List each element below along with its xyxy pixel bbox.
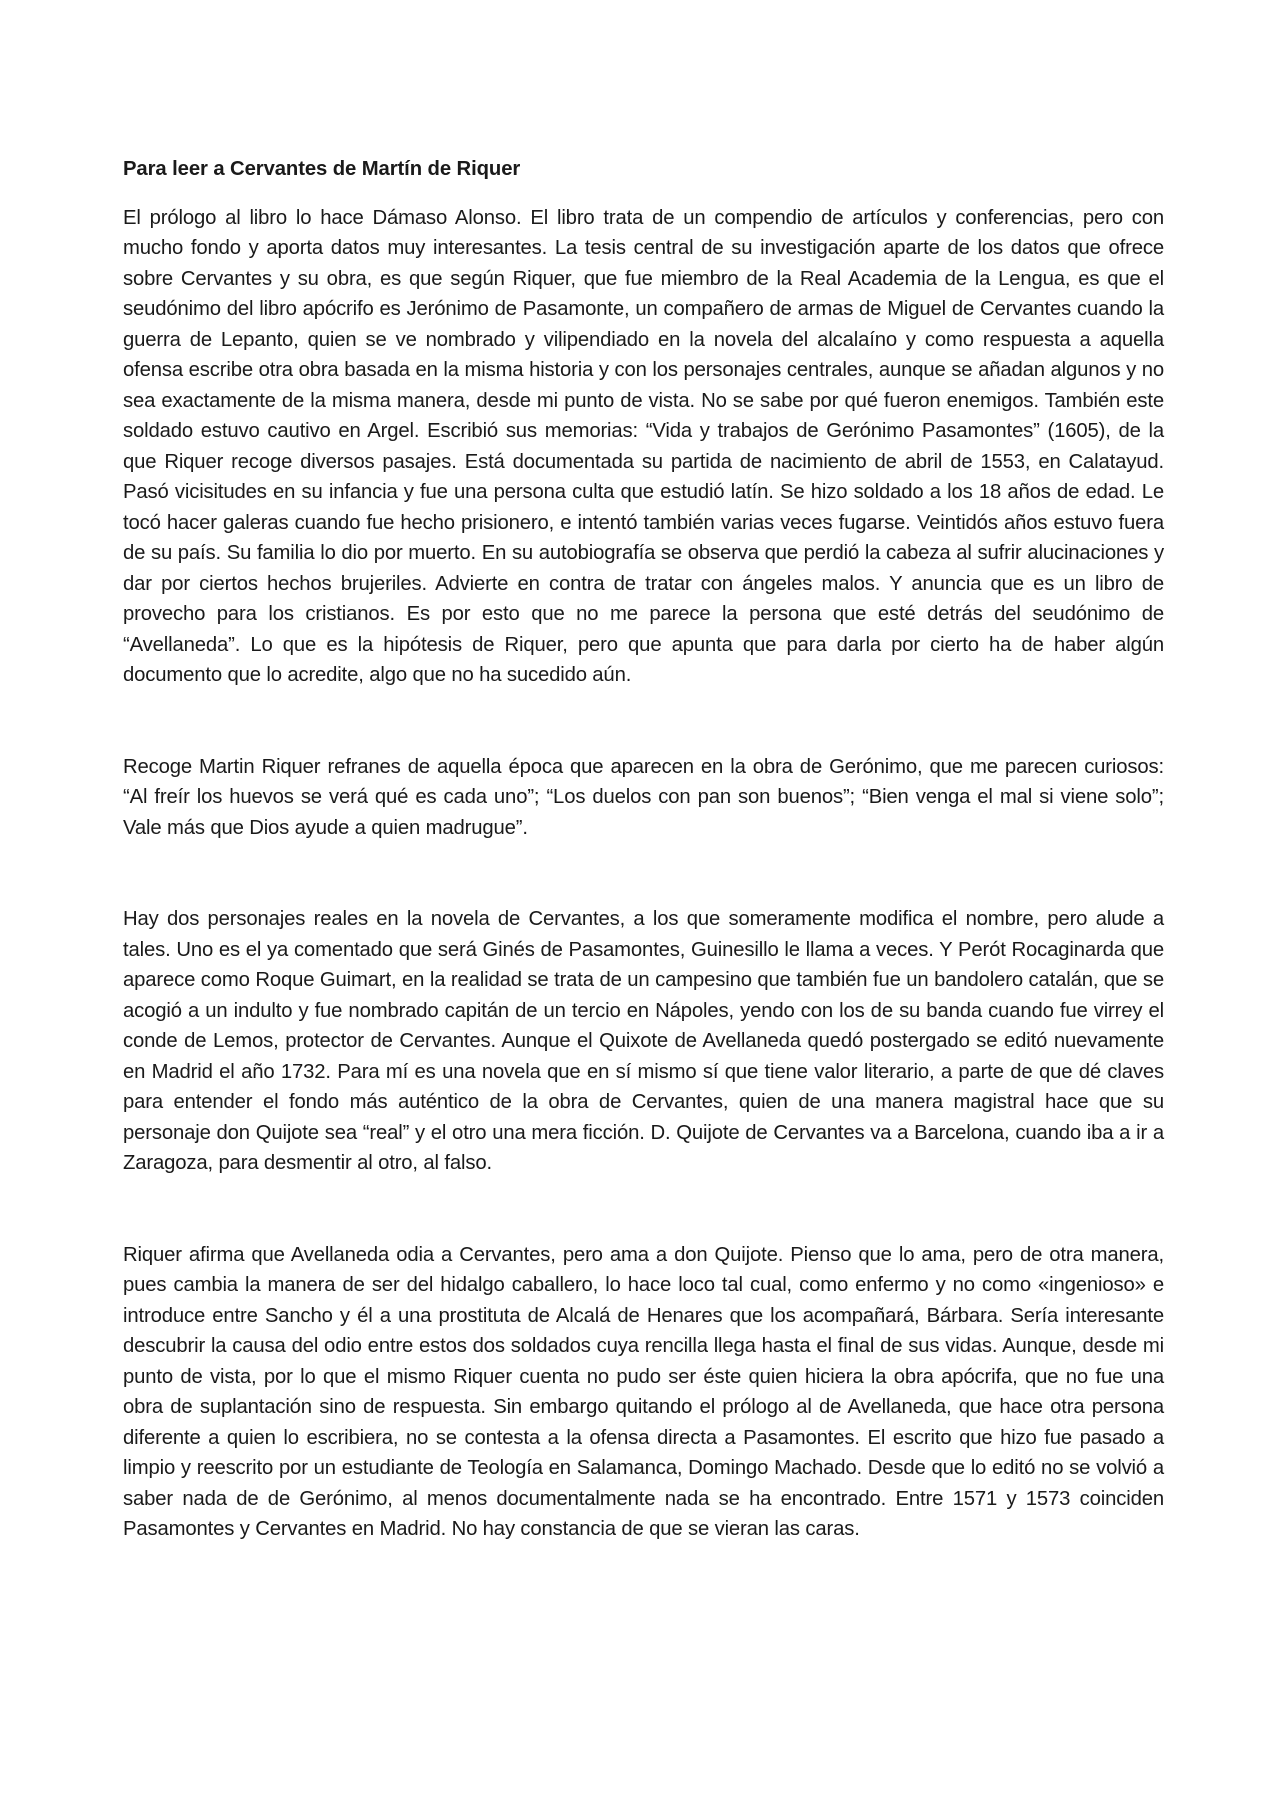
paragraph-avellaneda: Riquer afirma que Avellaneda odia a Cervantes, pero ama a don Quijote. Pienso que lo ama, pero de otra manera, pues cambia la manera de ser del hidalgo caballero, lo hace loco tal cual, como enfermo y no como «ingenioso» e introduce entre Sancho y él a una prostituta de Alcalá de Henares que los acompañará, Bárbara. Sería interesante descubrir la causa del odio entre estos dos soldados cuya rencilla llega hasta el final de sus vidas. Aunque, desde mi punto de vista, por lo que el mismo Riquer cuenta no pudo ser éste quien hiciera la obra apócrifa, que no fue una obra de suplantación sino de respuesta. Sin embargo quitando el prólogo al de Avellaneda, que hace otra persona diferente a quien lo escribiera, no se contesta a la ofensa directa a Pasamontes. El escrito que hizo fue pasado a limpio y reescrito por un estudiante de Teología en Salamanca, Domingo Machado. Desde que lo editó no se volvió a saber nada de de Gerónimo, al menos documentalmente nada se ha encontrado. Entre 1571 y 1573 coinciden Pasamontes y Cervantes en Madrid. No hay constancia de que se vieran las caras. [123, 1243, 1164, 1540]
paragraph-spacer [123, 843, 1164, 904]
paragraph-personajes-reales: Hay dos personajes reales en la novela de Cervantes, a los que someramente modifica el nombre, pero alude a tales. Uno es el ya comentado que será Ginés de Pasamontes, Guinesillo le llama a veces. Y Perót Rocaginarda que aparece como Roque Guimart, en la realidad se trata de un campesino que también fue un bandolero catalán, que se acogió a un indulto y fue nombrado capitán de un tercio en Nápoles, yendo con los de su banda cuando fue virrey el conde de Lemos, protector de Cervantes. Aunque el Quixote de Avellaneda quedó postergado se editó nuevamente en Madrid el año 1732. Para mí es una novela que en sí mismo sí que tiene valor literario, a parte de que dé claves para entender el fondo más auténtico de la obra de Cervantes, quien de una manera magistral hace que su personaje don Quijote sea “real” y el otro una mera ficción. D. Quijote de Cervantes va a Barcelona, cuando iba a ir a Zaragoza, para desmentir al otro, al falso. [123, 908, 1164, 1174]
paragraph-spacer [123, 691, 1164, 752]
document-body [123, 154, 1164, 1545]
paragraph-spacer [123, 1179, 1164, 1240]
document-title: Para leer a Cervantes de Martín de Riquer [123, 158, 521, 180]
paragraph-prologue: El prólogo al libro lo hace Dámaso Alonso. El libro trata de un compendio de artículos y conferencias, pero con mucho fondo y aporta datos muy interesantes. La tesis central de su investigación aparte de los datos que ofrece sobre Cervantes y su obra, es que según Riquer, que fue miembro de la Real Academia de la Lengua, es que el seudónimo del libro apócrifo es Jerónimo de Pasamonte, un compañero de armas de Miguel de Cervantes cuando la guerra de Lepanto, quien se ve nombrado y vilipendiado en la novela del alcalaíno y como respuesta a aquella ofensa escribe otra obra basada en la misma historia y con los personajes centrales, aunque se añadan algunos y no sea exactamente de la misma manera, desde mi punto de vista. No se sabe por qué fueron enemigos. También este soldado estuvo cautivo en Argel. Escribió sus memorias: “Vida y trabajos de Gerónimo Pasamontes” (1605), de la que Riquer recoge diversos pasajes. Está documentada su partida de nacimiento de abril de 1553, en Calatayud. Pasó vicisitudes en su infancia y fue una persona culta que estudió latín. Se hizo soldado a los 18 años de edad. Le tocó hacer galeras cuando fue hecho prisionero, e intentó también varias veces fugarse. Veintidós años estuvo fuera de su país. Su familia lo dio por muerto. En su autobiografía se observa que perdió la cabeza al sufrir alucinaciones y dar por ciertos hechos brujeriles. Advierte en contra de tratar con ángeles malos. Y anuncia que es un libro de provecho para los cristianos. Es por esto que no me parece la persona que esté detrás del seudónimo de “Avellaneda”. Lo que es la hipótesis de Riquer, pero que apunta que para darla por cierto ha de haber algún documento que lo acredite, algo que no ha sucedido aún. [123, 206, 1164, 686]
paragraph-refranes: Recoge Martin Riquer refranes de aquella época que aparecen en la obra de Gerónimo, que me parecen curiosos: “Al freír los huevos se verá qué es cada uno”; “Los duelos con pan son buenos”; “Bien venga el mal si viene solo”; Vale más que Dios ayude a quien madrugue”. [123, 755, 1164, 839]
